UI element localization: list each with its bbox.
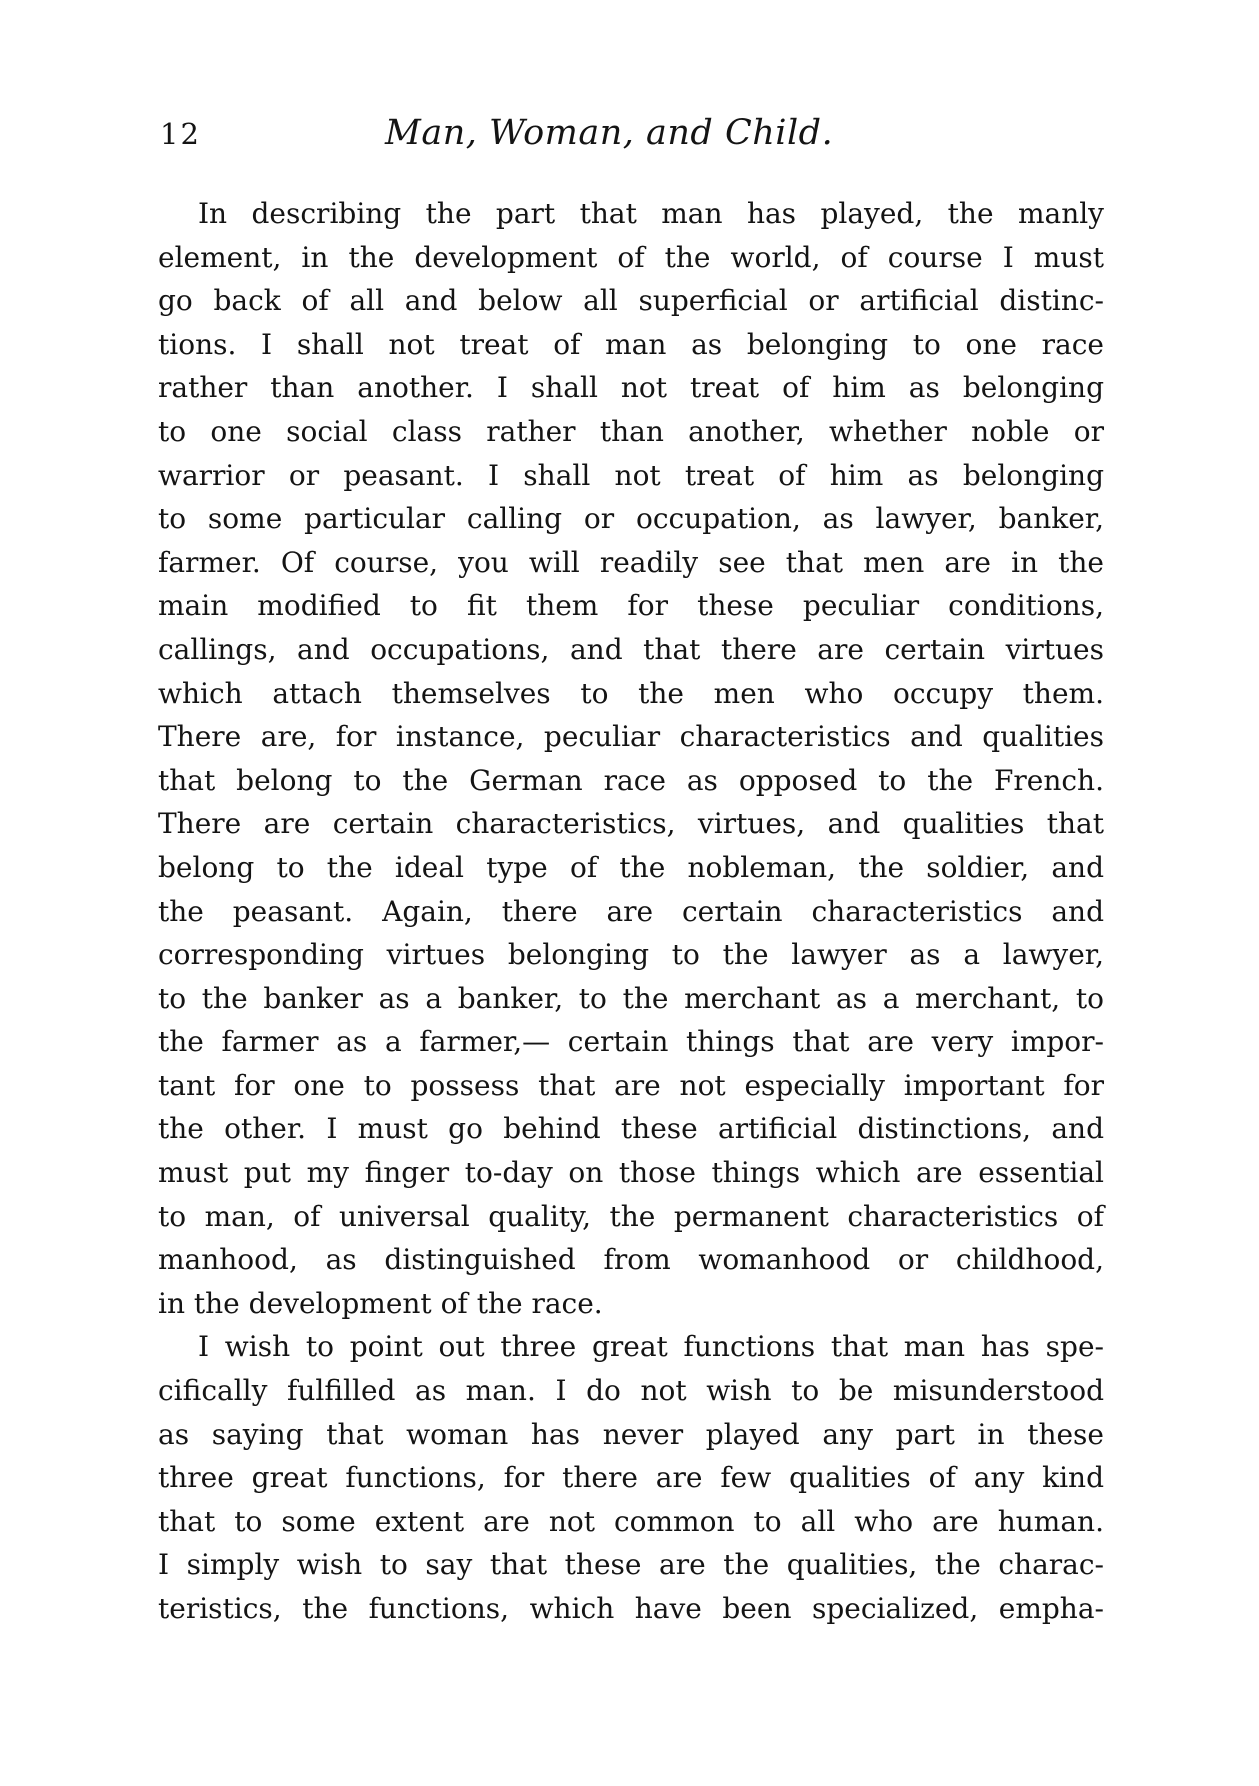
text-line: element, in the development of the world, of course I must: [158, 240, 1104, 274]
text-line: three great functions, for there are few qualities of any kind: [158, 1461, 1104, 1495]
text-line: to the banker as a banker, to the merchant as a merchant, to: [158, 981, 1104, 1015]
text-line: that belong to the German race as opposed to the French.: [158, 763, 1104, 797]
text-line: the farmer as a farmer,— certain things that are very impor-: [158, 1025, 1104, 1059]
text-line: teristics, the functions, which have been specialized, empha-: [158, 1592, 1104, 1625]
text-line: to man, of universal quality, the permanent characteristics of: [158, 1199, 1104, 1233]
text-line: to some particular calling or occupation, as lawyer, banker,: [158, 502, 1104, 536]
running-head: [160, 113, 1100, 169]
text-line: main modified to fit them for these peculiar conditions,: [158, 589, 1104, 623]
text-line: the other. I must go behind these artificial distinctions, and: [158, 1112, 1104, 1146]
text-line: cifically fulfilled as man. I do not wish to be misunderstood: [158, 1374, 1104, 1408]
text-line: There are, for instance, peculiar characteristics and qualities: [158, 720, 1104, 754]
text-line: which attach themselves to the men who occupy them.: [158, 676, 1104, 710]
text-line: corresponding virtues belonging to the lawyer as a lawyer,: [158, 938, 1104, 972]
text-line: in the development of the race.: [158, 1286, 603, 1320]
text-line: There are certain characteristics, virtues, and qualities that: [158, 807, 1104, 841]
text-line: I simply wish to say that these are the qualities, the charac-: [158, 1548, 1104, 1582]
text-line: to one social class rather than another, whether noble or: [158, 414, 1104, 448]
text-line: rather than another. I shall not treat of him as belonging: [158, 371, 1104, 405]
text-line: warrior or peasant. I shall not treat of him as belonging: [158, 458, 1104, 492]
text-line: manhood, as distinguished from womanhood or childhood,: [158, 1243, 1104, 1277]
text-line: tions. I shall not treat of man as belonging to one race: [158, 327, 1104, 361]
text-line: I wish to point out three great functions that man has spe-: [198, 1330, 1104, 1364]
text-line: that to some extent are not common to all who are human.: [158, 1504, 1104, 1538]
text-line: farmer. Of course, you will readily see that men are in the: [158, 545, 1104, 579]
text-line: tant for one to possess that are not especially important for: [158, 1068, 1104, 1102]
text-line: the peasant. Again, there are certain characteristics and: [158, 894, 1104, 928]
text-line: callings, and occupations, and that there are certain virtues: [158, 632, 1104, 666]
running-title: Man, Woman, and Child.: [385, 113, 834, 153]
body-text: [158, 192, 1104, 1631]
text-line: as saying that woman has never played any part in these: [158, 1417, 1104, 1451]
text-line: must put my finger to-day on those things which are essential: [158, 1156, 1104, 1190]
text-line: belong to the ideal type of the nobleman, the soldier, and: [158, 850, 1104, 884]
text-line: In describing the part that man has played, the manly: [198, 197, 1104, 230]
paragraph-2: [158, 1325, 1104, 1630]
paragraph-1: [158, 192, 1104, 1325]
page-number: 12: [160, 117, 201, 151]
text-line: go back of all and below all superficial or artificial distinc-: [158, 284, 1104, 318]
